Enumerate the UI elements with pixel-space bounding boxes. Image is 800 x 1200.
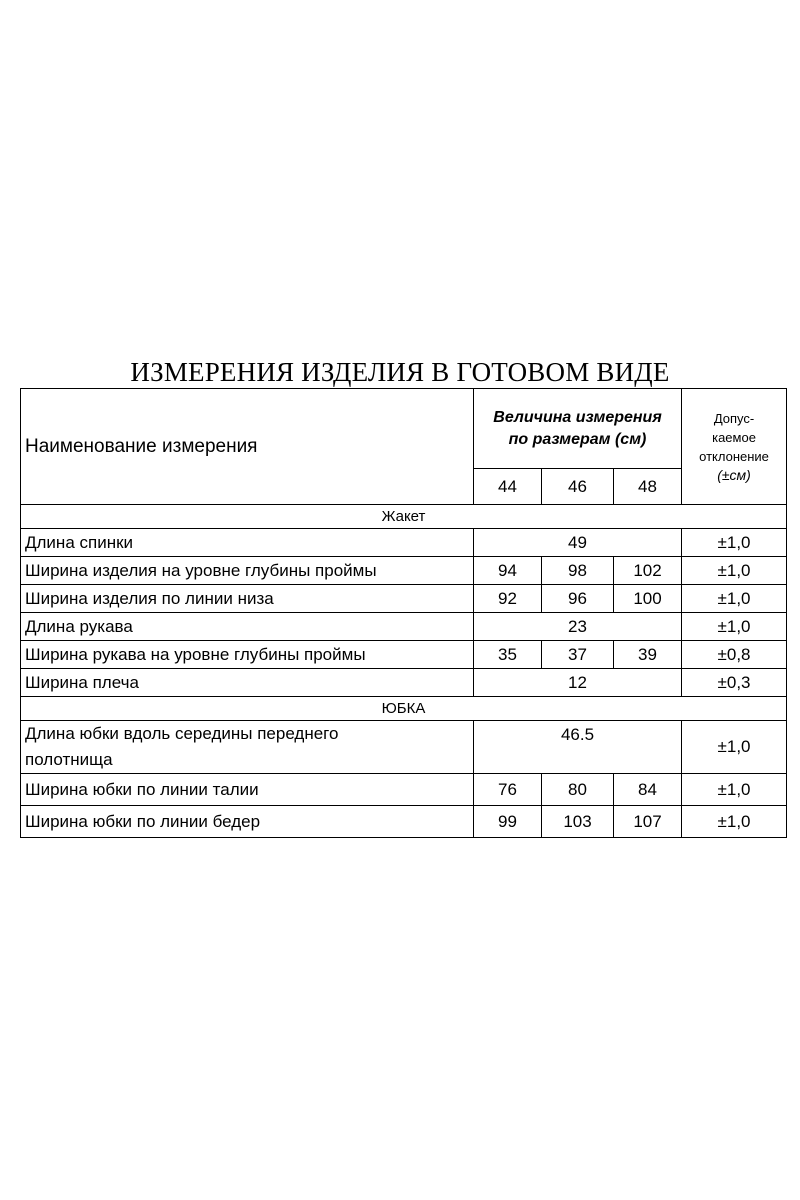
row-value-46: 98 <box>542 557 614 585</box>
header-name-label: Наименование измерения <box>25 435 258 457</box>
row-value-48: 107 <box>614 806 682 838</box>
row-value-46: 103 <box>542 806 614 838</box>
header-tolerance-line3: отклонение <box>699 448 769 464</box>
row-tolerance: ±1,0 <box>682 585 787 613</box>
size-46: 46 <box>542 469 614 505</box>
row-name: Длина спинки <box>21 529 474 557</box>
section-title-jacket: Жакет <box>21 505 787 529</box>
header-name-cell <box>21 389 474 505</box>
table-row <box>21 669 787 697</box>
row-name-line2: полотнища <box>25 750 113 769</box>
header-value-cell <box>474 389 682 469</box>
row-tolerance: ±1,0 <box>682 613 787 641</box>
row-name: Ширина рукава на уровне глубины проймы <box>21 641 474 669</box>
row-name: Длина рукава <box>21 613 474 641</box>
row-tolerance: ±0,3 <box>682 669 787 697</box>
header-value-line2: по размерам (см) <box>508 430 647 448</box>
header-tolerance-line2: каемое <box>712 429 756 445</box>
row-name: Ширина юбки по линии бедер <box>21 806 474 838</box>
table-row <box>21 641 787 669</box>
row-tolerance: ±1,0 <box>682 557 787 585</box>
row-value-48: 102 <box>614 557 682 585</box>
row-merged-value: 49 <box>474 529 682 557</box>
row-value-44: 92 <box>474 585 542 613</box>
table-row <box>21 774 787 806</box>
table-row <box>21 806 787 838</box>
row-tolerance: ±1,0 <box>682 721 787 774</box>
row-name-line1: Длина юбки вдоль середины переднего <box>25 724 339 743</box>
header-tolerance-line1: Допус- <box>713 410 755 426</box>
section-title-skirt: ЮБКА <box>21 697 787 721</box>
row-value-48: 100 <box>614 585 682 613</box>
table-row <box>21 585 787 613</box>
row-value-44: 35 <box>474 641 542 669</box>
size-48: 48 <box>614 469 682 505</box>
row-name: Ширина изделия по линии низа <box>21 585 474 613</box>
row-merged-value: 12 <box>474 669 682 697</box>
row-tolerance: ±1,0 <box>682 774 787 806</box>
table-row <box>21 613 787 641</box>
row-value-46: 37 <box>542 641 614 669</box>
row-value-46: 96 <box>542 585 614 613</box>
header-tolerance-cell <box>682 389 787 505</box>
row-value-44: 94 <box>474 557 542 585</box>
row-name <box>21 721 474 774</box>
row-name: Ширина юбки по линии талии <box>21 774 474 806</box>
table-row <box>21 721 787 774</box>
header-value-line1: Величина измерения <box>493 408 662 426</box>
row-tolerance: ±1,0 <box>682 529 787 557</box>
row-merged-value: 23 <box>474 613 682 641</box>
table-row <box>21 557 787 585</box>
row-value-44: 99 <box>474 806 542 838</box>
header-tolerance-line4: (±см) <box>717 466 751 483</box>
row-tolerance: ±1,0 <box>682 806 787 838</box>
row-value-46: 80 <box>542 774 614 806</box>
table-row <box>21 529 787 557</box>
measurements-table <box>20 388 787 838</box>
row-merged-value: 46.5 <box>474 721 682 774</box>
row-value-44: 76 <box>474 774 542 806</box>
row-tolerance: ±0,8 <box>682 641 787 669</box>
size-44: 44 <box>474 469 542 505</box>
row-value-48: 84 <box>614 774 682 806</box>
row-value-48: 39 <box>614 641 682 669</box>
page-title: ИЗМЕРЕНИЯ ИЗДЕЛИЯ В ГОТОВОМ ВИДЕ <box>130 357 670 387</box>
row-name: Ширина изделия на уровне глубины проймы <box>21 557 474 585</box>
row-name: Ширина плеча <box>21 669 474 697</box>
